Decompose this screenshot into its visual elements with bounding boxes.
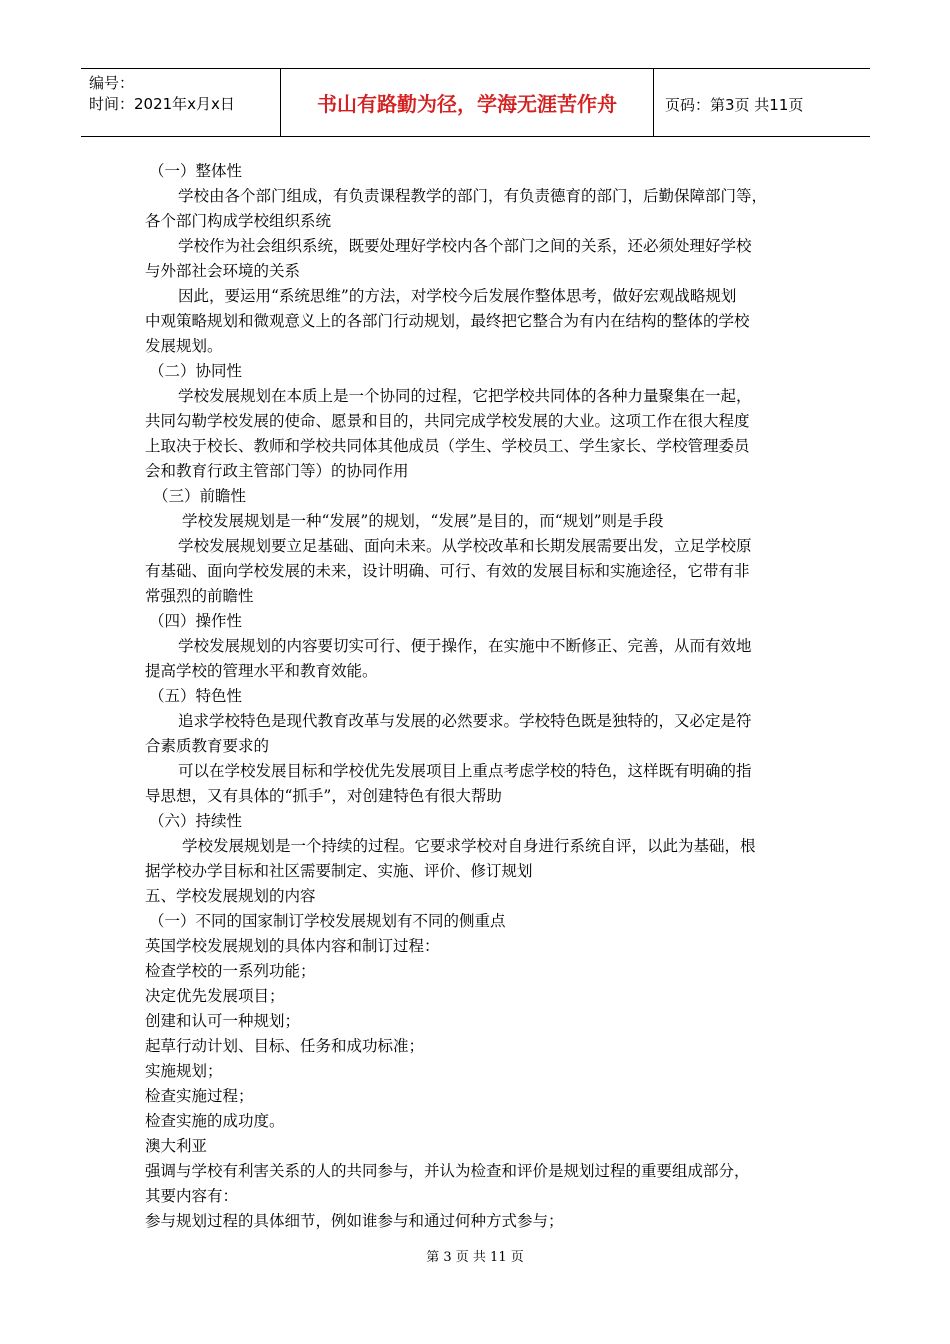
- body-line: （三）前瞻性: [153, 487, 247, 505]
- body-line: 上取决于校长、教师和学校共同体其他成员（学生、学校员工、学生家长、学校管理委员: [145, 437, 750, 455]
- body-line: 实施规划；: [145, 1062, 223, 1080]
- document-body: [145, 159, 813, 1234]
- body-line: 学校发展规划是一个持续的过程。它要求学校对自身进行系统自评，以此为基础，根: [182, 837, 756, 855]
- body-line: （五）特色性: [149, 687, 243, 705]
- body-line: 决定优先发展项目；: [145, 987, 285, 1005]
- body-line: 强调与学校有利害关系的人的共同参与，并认为检查和评价是规划过程的重要组成部分，: [145, 1162, 750, 1180]
- body-line: 各个部门构成学校组织系统: [145, 212, 332, 230]
- body-line: 检查实施过程；: [145, 1087, 254, 1105]
- motto: 书山有路勤为径，学海无涯苦作舟: [317, 92, 617, 116]
- body-line: 学校由各个部门组成，有负责课程教学的部门，有负责德育的部门，后勤保障部门等，: [178, 187, 768, 205]
- header-divider: [653, 69, 654, 136]
- page-footer: 第 3 页 共 11 页: [426, 1250, 524, 1265]
- body-line: （一）不同的国家制订学校发展规划有不同的侧重点: [149, 912, 506, 930]
- time-label: 时间：2021年x月x日: [89, 95, 235, 113]
- body-line: 学校发展规划在本质上是一个协同的过程，它把学校共同体的各种力量聚集在一起，: [178, 387, 752, 405]
- body-line: 提高学校的管理水平和教育效能。: [145, 662, 378, 680]
- body-line: 检查学校的一系列功能；: [145, 962, 316, 980]
- page-info: 页码：第3页 共11页: [665, 96, 804, 114]
- body-line: 创建和认可一种规划；: [145, 1012, 301, 1030]
- body-line: 导思想，又有具体的“抓手”，对创建特色有很大帮助: [145, 787, 502, 805]
- body-line: 可以在学校发展目标和学校优先发展项目上重点考虑学校的特色，这样既有明确的指: [178, 762, 752, 780]
- body-line: 有基础、面向学校发展的未来，设计明确、可行、有效的发展目标和实施途径，它带有非: [145, 562, 750, 580]
- body-line: 五、学校发展规划的内容: [145, 887, 316, 905]
- body-line: 中观策略规划和微观意义上的各部门行动规划，最终把它整合为有内在结构的整体的学校: [145, 312, 750, 330]
- body-line: 其要内容有：: [145, 1187, 239, 1205]
- body-line: 据学校办学目标和社区需要制定、实施、评价、修订规划: [145, 862, 533, 880]
- body-line: 学校发展规划的内容要切实可行、便于操作，在实施中不断修正、完善，从而有效地: [178, 637, 752, 655]
- body-line: 参与规划过程的具体细节，例如谁参与和通过何种方式参与；: [145, 1212, 564, 1230]
- body-line: （六）持续性: [149, 812, 243, 830]
- body-line: 学校作为社会组织系统，既要处理好学校内各个部门之间的关系，还必须处理好学校: [178, 237, 752, 255]
- body-line: 合素质教育要求的: [145, 737, 270, 755]
- body-line: 起草行动计划、目标、任务和成功标准；: [145, 1037, 425, 1055]
- body-line: 因此，要运用“系统思维”的方法，对学校今后发展作整体思考，做好宏观战略规划: [178, 287, 737, 305]
- body-line: 会和教育行政主管部门等）的协同作用: [145, 462, 409, 480]
- body-line: 学校发展规划要立足基础、面向未来。从学校改革和长期发展需要出发，立足学校原: [178, 537, 752, 555]
- body-line: 与外部社会环境的关系: [145, 262, 301, 280]
- number-label: 编号：: [89, 74, 135, 92]
- body-line: （二）协同性: [149, 362, 243, 380]
- body-line: 常强烈的前瞻性: [145, 587, 254, 605]
- body-line: （四）操作性: [149, 612, 243, 630]
- body-line: 学校发展规划是一种“发展”的规划，“发展”是目的，而“规划”则是手段: [182, 512, 664, 530]
- body-line: （一）整体性: [149, 162, 243, 180]
- body-line: 追求学校特色是现代教育改革与发展的必然要求。学校特色既是独特的，又必定是符: [178, 712, 752, 730]
- body-line: 发展规划。: [145, 337, 223, 355]
- body-line: 英国学校发展规划的具体内容和制订过程：: [145, 937, 440, 955]
- header-left-cell: [89, 73, 277, 115]
- body-line: 澳大利亚: [145, 1137, 208, 1155]
- body-line: 检查实施的成功度。: [145, 1112, 285, 1130]
- body-line: 共同勾勒学校发展的使命、愿景和目的，共同完成学校发展的大业。这项工作在很大程度: [145, 412, 750, 430]
- page-header: [81, 68, 870, 137]
